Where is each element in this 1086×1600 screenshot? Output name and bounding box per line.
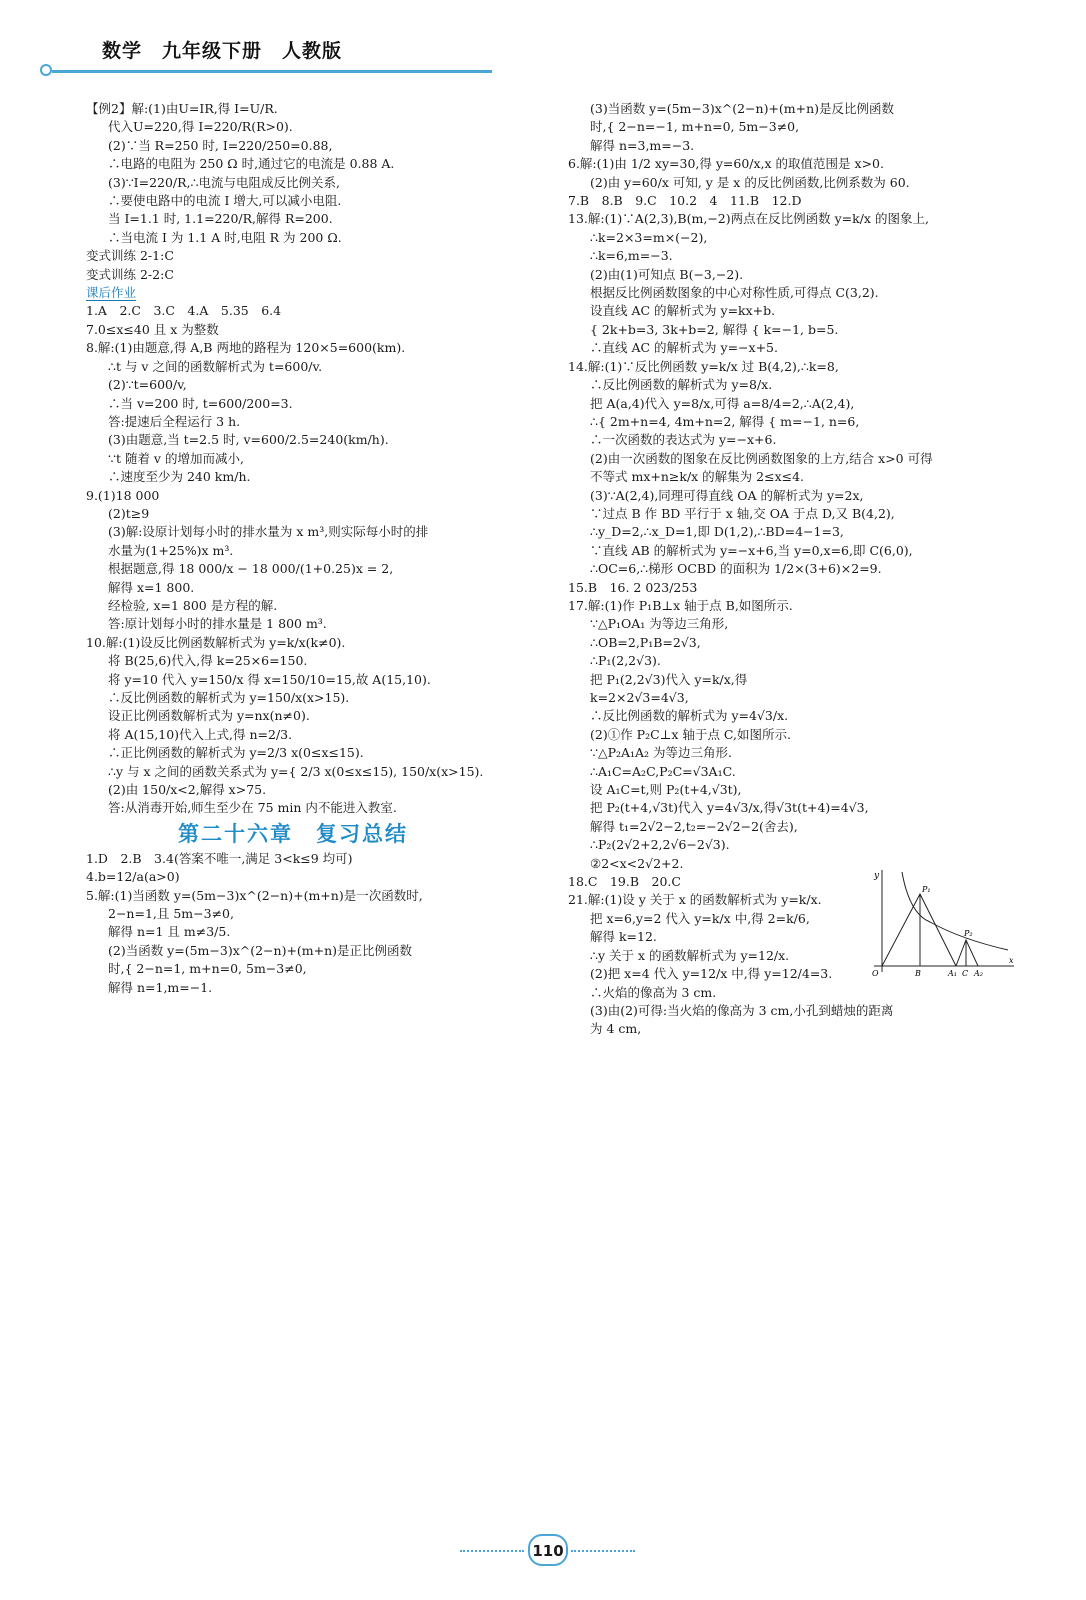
text-line: ∵△P₂A₁A₂ 为等边三角形. [590,745,733,761]
text-line: 5.解:(1)当函数 y=(5m−3)x^(2−n)+(m+n)是一次函数时, [86,887,423,903]
text-line: 1.A 2.C 3.C 4.A 5.35 6.4 [86,303,282,319]
text-line: ∴{ 2m+n=4, 4m+n=2, 解得 { m=−1, n=6, [590,413,860,429]
text-line: ∴直线 AC 的解析式为 y=−x+5. [590,340,778,356]
text-line: ∴一次函数的表达式为 y=−x+6. [590,432,777,448]
label-y: y [874,871,880,881]
text-line: ∴正比例函数的解析式为 y=2/3 x(0≤x≤15). [108,745,364,761]
text-line: 水量为(1+25%)x m³. [108,542,234,558]
text-line: 解得 x=1 800. [108,579,195,595]
text-line: 解得 t₁=2√2−2,t₂=−2√2−2(舍去), [590,818,798,834]
text-line: ∴A₁C=A₂C,P₂C=√3A₁C. [590,763,736,779]
text-line: 变式训练 2-2:C [86,266,174,282]
header-rule [52,70,492,73]
text-line: (2)由 y=60/x 可知, y 是 x 的反比例函数,比例系数为 60. [590,174,910,190]
text-line: ∴电路的电阻为 250 Ω 时,通过它的电流是 0.88 A. [108,156,395,172]
text-line: 10.解:(1)设反比例函数解析式为 y=k/x(k≠0). [86,634,346,650]
text-line: { 2k+b=3, 3k+b=2, 解得 { k=−1, b=5. [590,321,839,337]
text-line: ∴OC=6,∴梯形 OCBD 的面积为 1/2×(3+6)×2=9. [590,561,882,577]
label-o: O [872,969,879,978]
text-line: ∴反比例函数的解析式为 y=4√3/x. [590,708,789,724]
text-line: ∴反比例函数的解析式为 y=8/x. [590,377,773,393]
footer-dots-right [571,1550,635,1552]
text-line: 为 4 cm, [590,1021,642,1037]
text-line: (2)由一次函数的图象在反比例函数图象的上方,结合 x>0 可得 [590,450,933,466]
label-p2: P₂ [964,929,973,938]
text-line: (2)由 150/x<2,解得 x>75. [108,782,267,798]
header-circle-icon [40,64,52,76]
text-line: ∴P₁(2,2√3). [590,653,661,669]
text-line: (3)由(2)可得:当火焰的像高为 3 cm,小孔到蜡烛的距离 [590,1002,894,1018]
page-number: 110 [528,1534,568,1566]
text-line: (3)由题意,当 t=2.5 时, v=600/2.5=240(km/h). [108,432,389,448]
text-line: ∴反比例函数的解析式为 y=150/x(x>15). [108,690,350,705]
text-line: ∵过点 B 作 BD 平行于 x 轴,交 OA 于点 D,又 B(4,2), [590,505,895,521]
text-line: 答:原计划每小时的排水量是 1 800 m³. [108,616,327,632]
label-b: B [915,969,921,978]
text-line: 把 A(a,4)代入 y=8/x,可得 a=8/4=2,∴A(2,4), [590,395,855,411]
text-line: (2)①作 P₂C⊥x 轴于点 C,如图所示. [590,726,791,742]
page-header [40,30,500,80]
text-line: 将 A(15,10)代入上式,得 n=2/3. [108,726,293,742]
text-line: ∴t 与 v 之间的函数解析式为 t=600/v. [108,358,323,374]
label-a1: A₁ [948,969,957,978]
left-column [86,100,541,997]
text-line: 7.0≤x≤40 且 x 为整数 [86,321,219,337]
text-line: (2)把 x=4 代入 y=12/x 中,得 y=12/4=3. [590,966,833,982]
text-line: ∴y 与 x 之间的函数关系式为 y={ 2/3 x(0≤x≤15), 150/x(x>15). [108,763,484,779]
footer-dots-left [460,1550,524,1552]
text-line: 13.解:(1)∵A(2,3),B(m,−2)两点在反比例函数 y=k/x 的图象上, [568,211,929,227]
text-line: 变式训练 2-1:C [86,248,174,264]
text-line: 4.b=12/a(a>0) [86,869,180,885]
text-line: 21.解:(1)设 y 关于 x 的函数解析式为 y=k/x. [568,892,822,908]
text-line: (3)∵I=220/R,∴电流与电阻成反比例关系, [108,174,340,190]
text-line: ∴y 关于 x 的函数解析式为 y=12/x. [590,947,790,963]
text-line: ②2<x<2√2+2. [590,855,684,871]
text-line: 17.解:(1)作 P₁B⊥x 轴于点 B,如图所示. [568,597,793,613]
text-line: ∴OB=2,P₁B=2√3, [590,634,701,650]
text-line: 14.解:(1)∵反比例函数 y=k/x 过 B(4,2),∴k=8, [568,358,839,374]
text-line: ∴k=6,m=−3. [590,248,673,264]
text-line: (2)t≥9 [108,505,150,521]
text-line: 7.B 8.B 9.C 10.2 4 11.B 12.D [568,193,802,209]
chapter-title: 第二十六章 复习总结 [178,821,408,846]
label-a2: A₂ [974,969,983,978]
text-line: ∴P₂(2√2+2,2√6−2√3). [590,837,730,853]
hyperbola-curve [902,872,1008,950]
text-line: 18.C 19.B 20.C [568,874,681,890]
text-line: (3)当函数 y=(5m−3)x^(2−n)+(m+n)是反比例函数 [590,101,895,116]
label-x: x [1009,956,1014,965]
text-line: ∴当 v=200 时, t=600/200=3. [108,395,293,411]
text-line: ∴要使电路中的电流 I 增大,可以减小电阻. [108,193,342,209]
text-line: ∴k=2×3=m×(−2), [590,229,708,245]
text-line: ∴y_D=2,∴x_D=1,即 D(1,2),∴BD=4−1=3, [590,524,844,540]
text-line: 当 I=1.1 时, 1.1=220/R,解得 R=200. [108,211,333,227]
text-line: 将 B(25,6)代入,得 k=25×6=150. [108,653,308,669]
text-line: (3)∵A(2,4),同理可得直线 OA 的解析式为 y=2x, [590,487,864,503]
text-line: 经检验, x=1 800 是方程的解. [108,597,278,613]
text-line: ∴当电流 I 为 1.1 A 时,电阻 R 为 200 Ω. [108,229,342,245]
book-title: 数学 九年级下册 人教版 [102,40,343,62]
text-line: 时,{ 2−n=1, m+n=0, 5m−3≠0, [108,961,307,977]
text-line: 解得 k=12. [590,929,657,945]
text-line: 1.D 2.B 3.4(答案不唯一,满足 3<k≤9 均可) [86,850,353,866]
text-line: ∵t 随着 v 的增加而减小, [108,450,244,466]
text-line: 不等式 mx+n≥k/x 的解集为 2≤x≤4. [590,469,805,485]
text-line: 8.解:(1)由题意,得 A,B 两地的路程为 120×5=600(km). [86,340,406,356]
label-c: C [962,969,969,978]
text-line: k=2×2√3=4√3, [590,690,689,705]
text-line: (2)当函数 y=(5m−3)x^(2−n)+(m+n)是正比例函数 [108,942,413,958]
page-footer [460,1534,635,1568]
text-line: 根据题意,得 18 000/x − 18 000/(1+0.25)x = 2, [108,561,394,577]
text-line: (2)由(1)可知点 B(−3,−2). [590,266,744,282]
text-line: 9.(1)18 000 [86,487,160,503]
text-line: 解得 n=3,m=−3. [590,137,695,153]
text-line: 把 P₂(t+4,√3t)代入 y=4√3/x,得√3t(t+4)=4√3, [590,800,869,816]
text-line: 根据反比例函数图象的中心对称性质,可得点 C(3,2). [590,285,879,301]
text-line: ∵△P₁OA₁ 为等边三角形, [590,616,729,632]
text-line: 15.B 16. 2 023/253 [568,579,698,595]
text-line: ∴火焰的像高为 3 cm. [590,984,717,1000]
text-line: 设 A₁C=t,则 P₂(t+4,√3t), [590,782,742,798]
text-line: 设正比例函数解析式为 y=nx(n≠0). [108,708,310,724]
triangle-p2 [956,940,978,966]
text-line: 解得 n=1,m=−1. [108,979,213,995]
text-line: 解得 n=1 且 m≠3/5. [108,924,231,940]
text-line: 答:从消毒开始,师生至少在 75 min 内不能进入教室. [108,800,397,816]
inverse-function-graph [868,866,1018,978]
text-line: 将 y=10 代入 y=150/x 得 x=150/10=15,故 A(15,10). [108,671,431,687]
section-heading: 课后作业 [86,285,137,301]
text-line: ∵直线 AB 的解析式为 y=−x+6,当 y=0,x=6,即 C(6,0), [590,542,913,558]
text-line: (3)解:设原计划每小时的排水量为 x m³,则实际每小时的排 [108,524,429,540]
text-line: 6.解:(1)由 1/2 xy=30,得 y=60/x,x 的取值范围是 x>0. [568,156,884,172]
text-line: 把 x=6,y=2 代入 y=k/x 中,得 2=k/6, [590,910,810,926]
text-line: 2−n=1,且 5m−3≠0, [108,906,234,922]
text-line: (2)∵t=600/v, [108,377,187,393]
text-line: 设直线 AC 的解析式为 y=kx+b. [590,303,776,319]
text-line: 把 P₁(2,2√3)代入 y=k/x,得 [590,671,748,687]
text-line: ∴速度至少为 240 km/h. [108,469,251,485]
text-line: 代入U=220,得 I=220/R(R>0). [108,119,293,135]
text-line: 时,{ 2−n=−1, m+n=0, 5m−3≠0, [590,119,800,135]
text-line: 答:提速后全程运行 3 h. [108,413,241,429]
text-line: (2)∵当 R=250 时, I=220/250=0.88, [108,137,333,153]
label-p1: P₁ [922,885,931,894]
text-line: 【例2】解:(1)由U=IR,得 I=U/R. [86,101,278,116]
